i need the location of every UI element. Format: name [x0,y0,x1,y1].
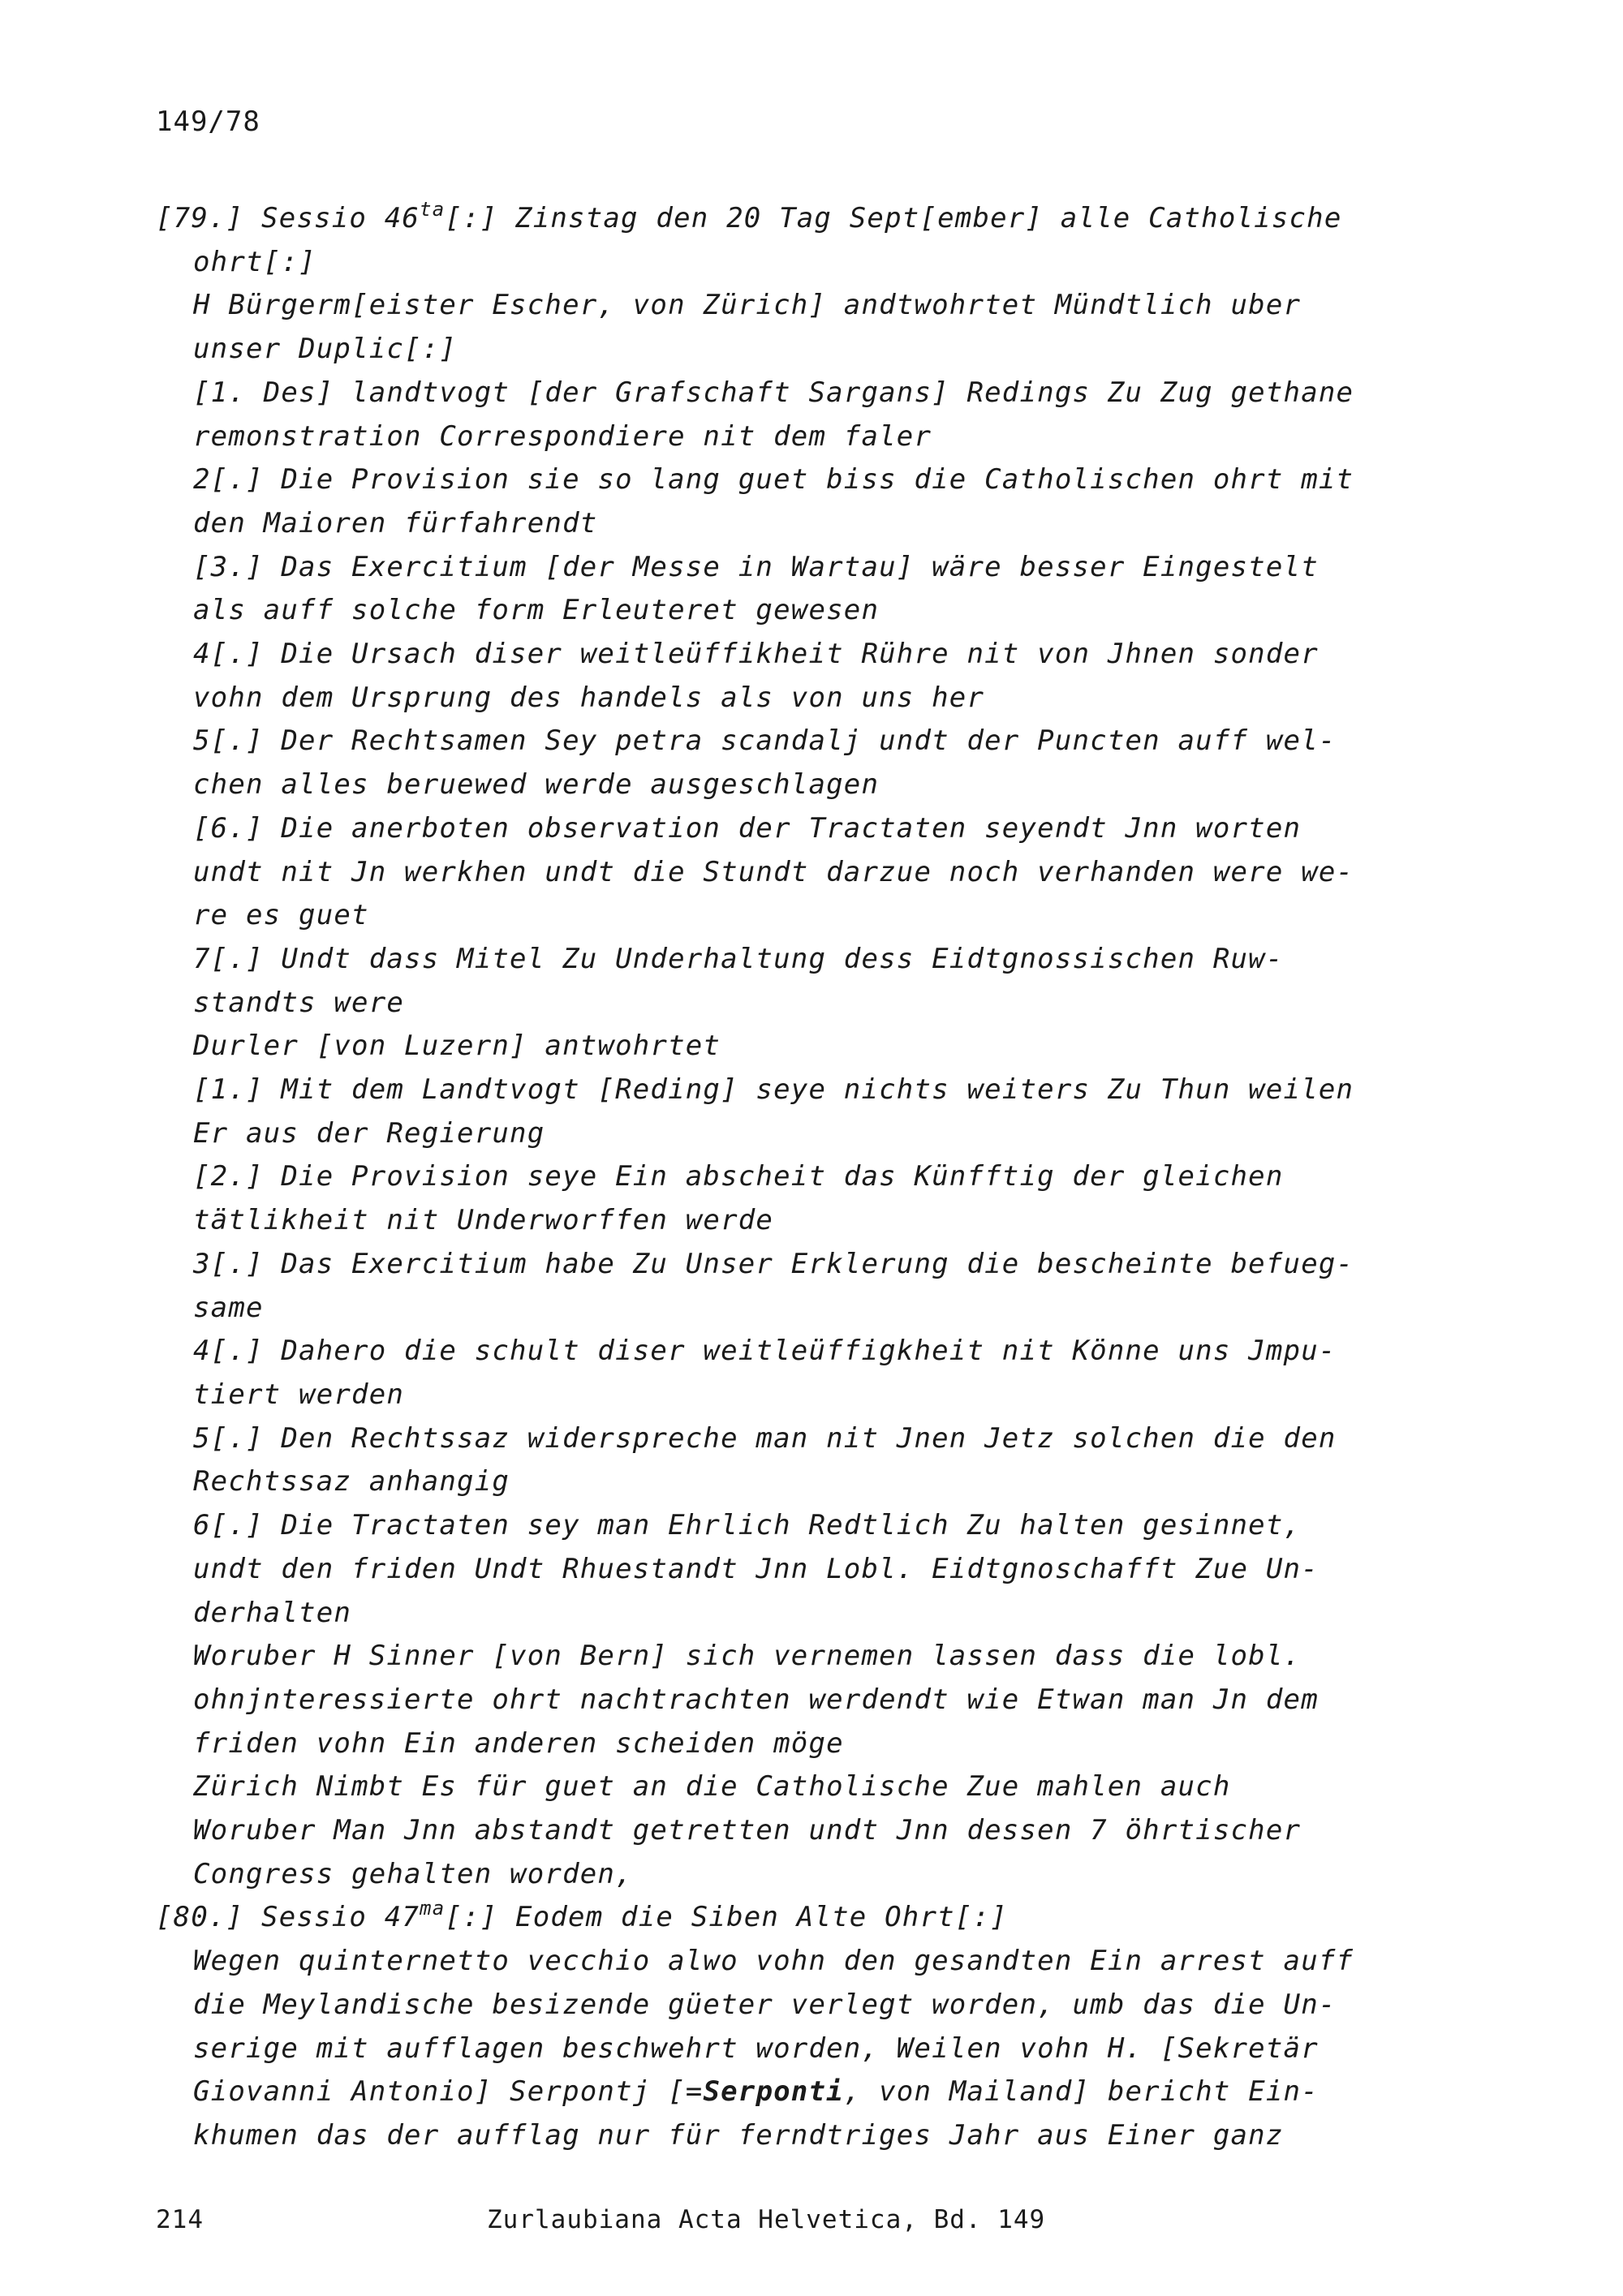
text-line [156,415,1487,459]
text-segment: [80.] Sessio 47 [156,1901,420,1934]
text-line [156,1809,1487,1853]
text-line [156,1940,1487,1984]
text-segment: Wegen quinternetto vecchio alwo vohn den gesandten Ein arrest auff [193,1945,1354,1978]
text-line [156,851,1487,895]
text-line [156,1243,1487,1287]
text-line [156,1722,1487,1766]
text-segment: chen alles beruewed werde ausgeschlagen [193,768,880,802]
text-segment: 5[.] Der Rechtsamen Sey petra scandalj undt der Puncten auff wel- [193,724,1337,758]
text-line [156,1374,1487,1417]
text-segment: undt nit Jn werkhen undt die Stundt darzue noch verhanden were we- [193,855,1354,888]
text-segment: ohrt[:] [193,245,316,278]
text-line [156,1330,1487,1374]
text-line [156,982,1487,1025]
text-line [156,197,1487,241]
text-segment: tätlikheit nit Underworffen werde [193,1204,774,1237]
bold-name: Serponti [703,2075,844,2109]
text-line [156,677,1487,720]
text-line [156,720,1487,763]
text-line [156,241,1487,285]
text-segment: Woruber Man Jnn abstandt getretten undt Jnn dessen 7 öhrtischer [193,1814,1302,1847]
text-segment: same [193,1291,264,1324]
text-line [156,633,1487,677]
text-segment: re es guet [193,899,369,932]
text-line [156,1765,1487,1809]
text-line [156,546,1487,590]
text-segment: Er aus der Regierung [193,1116,545,1150]
text-line [156,1199,1487,1243]
text-segment: Zürich Nimbt Es für guet an die Catholische Zue mahlen auch [193,1770,1231,1804]
text-segment: [1. Des] landtvogt [der Grafschaft Sargans] Redings Zu Zug gethane [193,376,1354,409]
text-line [156,458,1487,502]
text-segment: die Meylandische besizende güeter verlegt worden, umb das die Un- [193,1988,1337,2021]
text-line [156,1417,1487,1461]
footer-page-number: 214 [156,2205,204,2234]
text-segment: 3[.] Das Exercitium habe Zu Unser Erklerung die bescheinte befueg- [193,1247,1354,1280]
text-segment: [79.] Sessio 46 [156,202,420,234]
superscript-ordinal: ta [420,198,446,221]
text-segment: Woruber H Sinner [von Bern] sich vernemen lassen dass die lobl. [193,1640,1302,1673]
text-segment: den Maioren fürfahrendt [193,506,598,540]
text-line [156,502,1487,546]
text-line [156,1068,1487,1112]
text-segment: khumen das der aufflag nur für ferndtriges Jahr aus Einer ganz [193,2118,1284,2152]
superscript-ordinal: ma [420,1897,446,1920]
text-line [156,1548,1487,1592]
text-line [156,1504,1487,1548]
text-segment: friden vohn Ein anderen scheiden möge [193,1726,844,1760]
text-segment: [2.] Die Provision seye Ein abscheit das Künfftig der gleichen [193,1160,1284,1193]
text-segment: H Bürgerm[eister Escher, von Zürich] andtwohrtet Mündtlich uber [193,289,1302,322]
text-line [156,1635,1487,1679]
page-id: 149/78 [156,105,260,138]
text-segment: 4[.] Dahero die schult diser weitleüffigkheit nit Könne uns Jmpu- [193,1335,1337,1368]
text-segment: 6[.] Die Tractaten sey man Ehrlich Redtlich Zu halten gesinnet, [193,1509,1302,1542]
text-segment: serige mit aufflagen beschwehrt worden, Weilen vohn H. [Sekretär [193,2032,1319,2065]
text-segment: 5[.] Den Rechtssaz widerspreche man nit Jnen Jetz solchen die den [193,1421,1337,1455]
text-line [156,2070,1487,2114]
text-line [156,1025,1487,1068]
text-segment: [:] Eodem die Siben Alte Ohrt[:] [445,1901,1008,1934]
text-line [156,1679,1487,1722]
text-line [156,807,1487,851]
text-line [156,1460,1487,1504]
text-segment: standts were [193,986,405,1019]
text-segment: Rechtssaz anhangig [193,1465,510,1498]
text-line [156,1155,1487,1199]
text-segment: derhalten [193,1596,352,1629]
text-segment: undt den friden Undt Rhuestandt Jnn Lobl. Eidtgnoschafft Zue Un- [193,1552,1319,1585]
text-segment: 4[.] Die Ursach diser weitleüffikheit Rühre nit von Jhnen sonder [193,638,1319,671]
text-line [156,894,1487,938]
text-segment: Giovanni Antonio] Serpontj [= [193,2075,704,2109]
transcription-body [156,197,1487,2158]
text-segment: remonstration Correspondiere nit dem faler [193,419,932,453]
text-segment: [6.] Die anerboten observation der Tractaten seyendt Jnn worten [193,811,1302,845]
text-line [156,1287,1487,1331]
text-segment: vohn dem Ursprung des handels als von uns her [193,681,985,714]
text-segment: als auff solche form Erleuteret gewesen [193,594,880,627]
text-segment: unser Duplic[:] [193,333,458,366]
text-segment: 2[.] Die Provision sie so lang guet biss die Catholischen ohrt mit [193,463,1354,497]
text-line [156,1112,1487,1156]
text-line [156,938,1487,982]
text-segment: tiert werden [193,1378,405,1411]
text-line [156,284,1487,328]
text-segment: 7[.] Undt dass Mitel Zu Underhaltung dess Eidtgnossischen Ruw- [193,942,1284,975]
text-segment: [1.] Mit dem Landtvogt [Reding] seye nichts weiters Zu Thun weilen [193,1073,1354,1107]
text-line [156,1984,1487,2027]
text-segment: ohnjnteressierte ohrt nachtrachten werdendt wie Etwan man Jn dem [193,1683,1319,1716]
text-segment: [:] Zinstag den 20 Tag Sept[ember] alle Catholische [445,202,1342,234]
text-line [156,2114,1487,2158]
text-segment: , von Mailand] bericht Ein- [843,2075,1319,2109]
footer-publication-title: Zurlaubiana Acta Helvetica, Bd. 149 [487,2205,1046,2234]
text-segment: Durler [von Luzern] antwohrtet [193,1030,721,1063]
text-line [156,372,1487,415]
text-line [156,328,1487,372]
text-line [156,2027,1487,2071]
text-line [156,1592,1487,1636]
text-line [156,763,1487,807]
text-line [156,589,1487,633]
text-segment: Congress gehalten worden, [193,1857,633,1890]
text-line [156,1853,1487,1897]
text-line [156,1896,1487,1940]
text-segment: [3.] Das Exercitium [der Messe in Wartau] wäre besser Eingestelt [193,550,1319,583]
